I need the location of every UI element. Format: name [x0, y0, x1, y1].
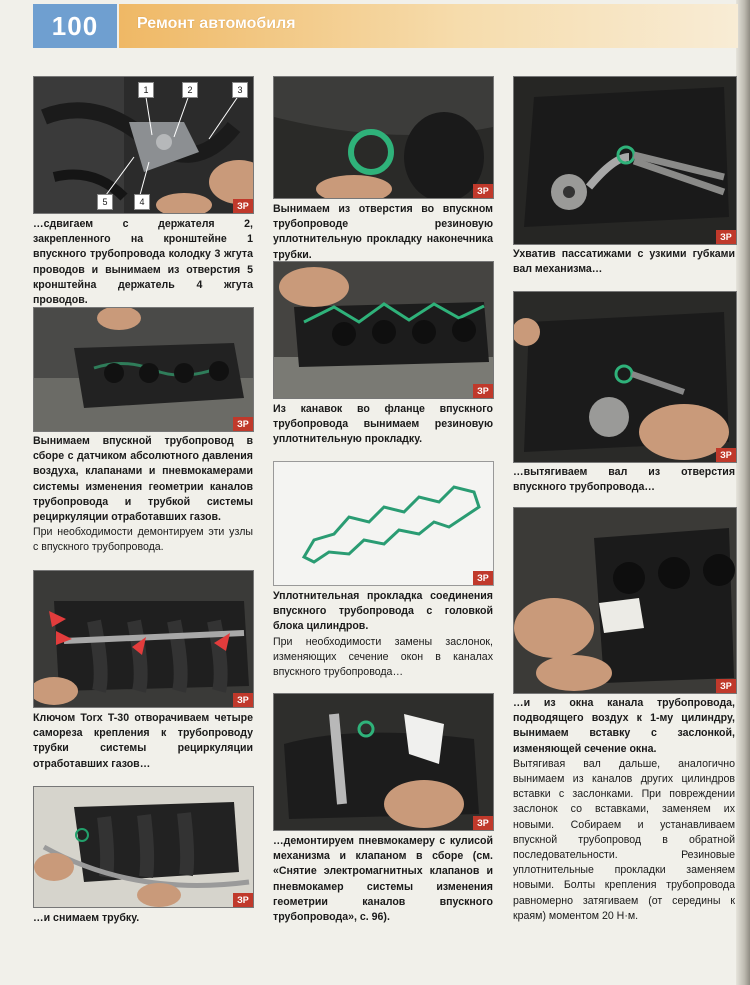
photo-badge: ЗР: [473, 816, 493, 830]
caption-7-bold: Уплотнительная прокладка соединения впускного трубопровода с головкой блока цилиндров.: [273, 590, 493, 633]
caption-4-text: …и снимаем трубку.: [33, 912, 140, 924]
photo-pliers-shaft: [513, 76, 737, 245]
section-title-bar: [119, 4, 738, 48]
caption-6-text: Из канавок во фланце впускного трубопровода вынимаем резиновую уплотнительную прокладку.: [273, 403, 493, 446]
caption-8: [273, 834, 493, 925]
photo-remove-egr-tube: [33, 786, 254, 908]
photo-badge: ЗР: [716, 448, 736, 462]
caption-9-text: Ухватив пассатижами с узкими губками вал механизма…: [513, 248, 735, 276]
photo-tube-seal: [273, 76, 494, 199]
caption-2: [33, 434, 253, 556]
book-spine-shadow: [736, 0, 750, 985]
section-title: Ремонт автомобиля: [137, 15, 296, 32]
photo-gasket-closeup: [273, 461, 494, 586]
photo-badge: ЗР: [233, 199, 253, 213]
caption-10: [513, 465, 735, 495]
caption-2-normal: При необходимости демонтируем эти узлы с впускного трубопровода.: [33, 526, 253, 554]
photo-badge: ЗР: [233, 417, 253, 431]
caption-2-bold: Вынимаем впускной трубопровод в сборе с датчиком абсолютного давления воздуха, клапанами и пневмокамерами системы изменения геометрии каналов трубопровода и трубкой системы рециркуляции отработавших газов.: [33, 435, 253, 524]
page-header: [33, 4, 738, 48]
photo-badge: ЗР: [473, 184, 493, 198]
caption-5: [273, 202, 493, 263]
photo-badge: ЗР: [233, 693, 253, 707]
caption-3: [33, 711, 253, 772]
callout-2: 2: [182, 82, 198, 98]
callout-1: 1: [138, 82, 154, 98]
photo-flange-gasket: [273, 261, 494, 399]
caption-7-normal: При необходимости замены заслонок, изменяющих сечение окон в каналах впускного трубопровода…: [273, 635, 493, 679]
photo-pull-shaft: [513, 291, 737, 463]
caption-1: [33, 217, 253, 308]
callout-5: 5: [97, 194, 113, 210]
caption-4: [33, 911, 253, 926]
photo-torx-screws: [33, 570, 254, 708]
caption-10-text: …вытягиваем вал из отверстия впускного трубопровода…: [513, 466, 735, 494]
caption-5-text: Вынимаем из отверстия во впускном трубопроводе резиновую уплотнительную прокладку наконечника трубки.: [273, 203, 493, 261]
caption-1-text: …сдвигаем с держателя 2, закрепленного на кронштейне 1 впускного трубопровода колодку 3 жгута проводов и вынимаем из отверстия 5 кронштейна держатель 4 жгута проводов.: [33, 218, 253, 307]
caption-11-normal: Вытягивая вал дальше, аналогично вынимаем из каналов других цилиндров вставки с заслонками. При повреждении заслонок со вставками, заменяем их новыми. Собираем и устанавливаем впускной трубопровод в обратной последовательности. Резиновые уплотнительные прокладки заменяем новыми. Болты крепления трубопровода равномерно затягиваем (от середины к краям) моментом 20 Н·м.: [513, 757, 735, 922]
caption-7: [273, 589, 493, 680]
photo-pneumatic-chamber: [273, 693, 494, 831]
photo-intake-manifold-assembly: [33, 307, 254, 432]
photo-throttle-insert: [513, 507, 737, 694]
photo-badge: ЗР: [473, 384, 493, 398]
callout-4: 4: [134, 194, 150, 210]
photo-badge: ЗР: [233, 893, 253, 907]
caption-9: [513, 247, 735, 277]
page-number: 100: [33, 4, 117, 48]
caption-8-text: …демонтируем пневмокамеру с кулисой механизма и клапаном в сборе (см. «Снятие электромагнитных клапанов и пневмокамер системы изменения геометрии каналов впускного трубопровода», с. 96).: [273, 835, 493, 924]
caption-11: [513, 696, 735, 924]
photo-badge: ЗР: [716, 679, 736, 693]
caption-6: [273, 402, 493, 448]
caption-11-bold: …и из окна канала трубопровода, подводящего воздух к 1-му цилиндру, вынимаем вставку с заслонкой, изменяющей сечение окна.: [513, 697, 735, 755]
photo-badge: ЗР: [716, 230, 736, 244]
photo-wiring-harness-bracket: [33, 76, 254, 214]
caption-3-text: Ключом Torx T-30 отворачиваем четыре самореза крепления к трубопроводу трубки системы рециркуляции отработавших газов…: [33, 712, 253, 770]
callout-3: 3: [232, 82, 248, 98]
photo-badge: ЗР: [473, 571, 493, 585]
